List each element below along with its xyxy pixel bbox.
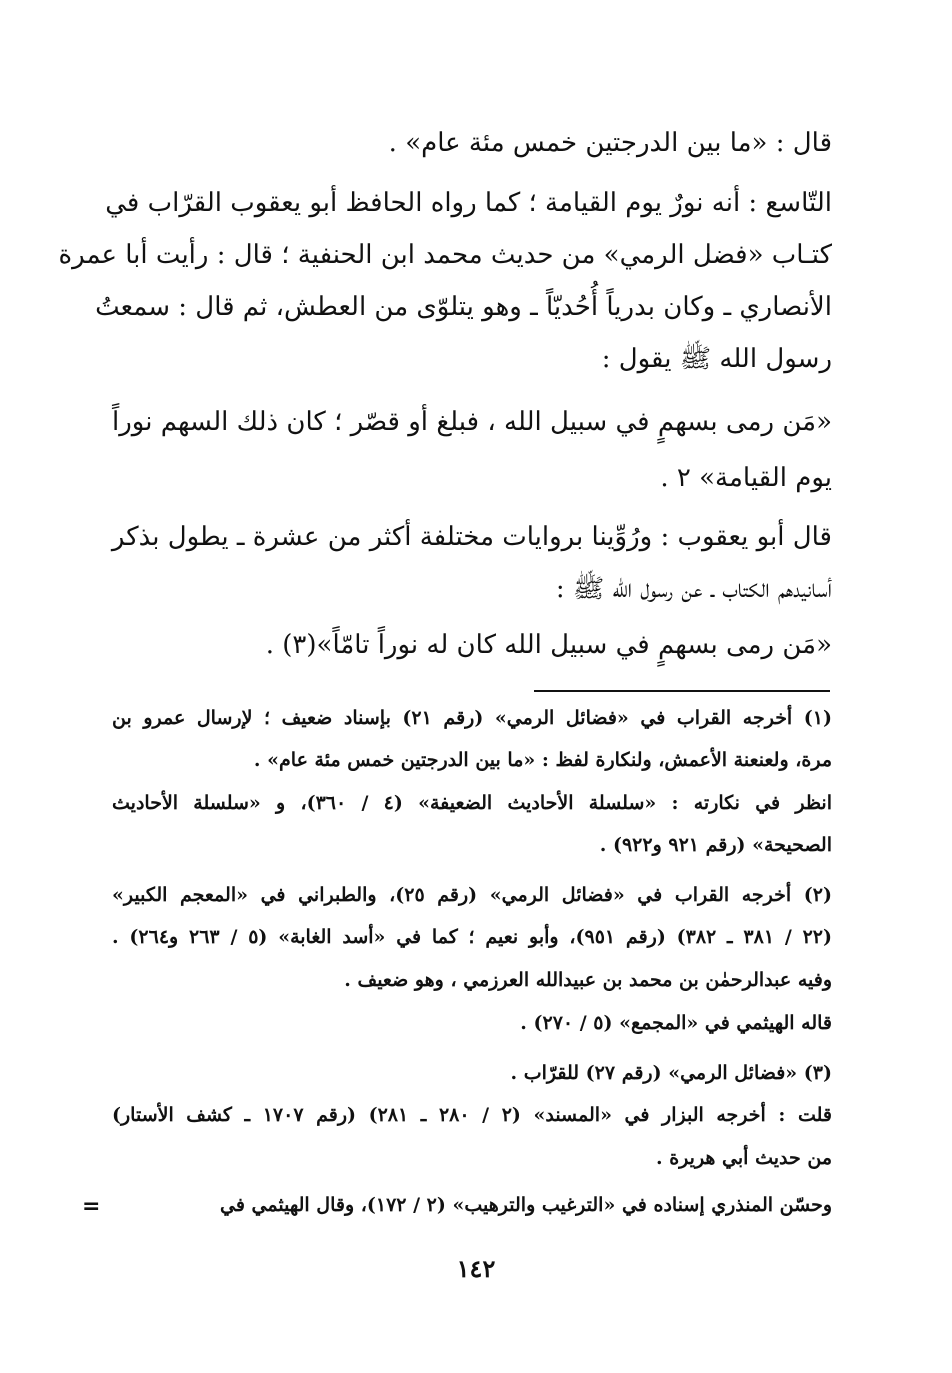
main-text-line: يوم القيامة» ٢ . — [660, 463, 832, 493]
main-text-line: «مَن رمى بسهمٍ في سبيل الله ، فبلغ أو قصّر ؛ كان ذلك السهم نوراً — [112, 407, 832, 437]
main-text-line: كتـاب «فضل الرمي» من حديث محمد ابن الحنفية ؛ قال : رأيت أبا عمرة — [58, 240, 832, 270]
footnote-line: قلت : أخرجه البزار في «المسند» (٢ / ٢٨٠ ـ ٢٨١) (رقم ١٧٠٧ ـ كشف الأستار) — [112, 1104, 832, 1126]
footnote-line: (٣) «فضائل الرمي» (رقم ٢٧) للقرّاب . — [510, 1062, 832, 1084]
footnote-line: مرة، ولعنعنة الأعمش، ولنكارة لفظ : «ما بين الدرجتين خمس مئة عام» . — [253, 749, 832, 771]
footnote-line: (١) أخرجه القراب في «فضائل الرمي» (رقم ٢١) بإسناد ضعيف ؛ لإرسال عمرو بن — [112, 707, 832, 729]
continuation-mark: = — [82, 1194, 101, 1219]
footnote-line: الصحيحة» (رقم ٩٢١ و٩٢٢) . — [599, 834, 832, 856]
main-text-line: أسانيدهم الكتاب ـ عن رسول الله ﷺ : — [555, 574, 832, 604]
footnote-line: وفيه عبدالرحمٰن بن محمد بن عبيدالله العرزمي ، وهو ضعيف . — [344, 969, 832, 991]
main-text-line: «مَن رمى بسهمٍ في سبيل الله كان له نوراً تامّاً»(٣) . — [265, 630, 832, 660]
main-text-line: رسول الله ﷺ يقول : — [601, 344, 832, 374]
footnote-line: قاله الهيثمي في «المجمع» (٥ / ٢٧٠) . — [520, 1012, 832, 1034]
footnote-line: (٢٢ / ٣٨١ ـ ٣٨٢) (رقم ٩٥١)، وأبو نعيم ؛ كما في «أسد الغابة» (٥ / ٢٦٣ و٢٦٤) . — [112, 926, 832, 948]
footnote-line: وحسّن المنذري إسناده في «الترغيب والترهيب» (٢ / ١٧٢)، وقال الهيثمي في — [220, 1194, 832, 1216]
main-text-line: قال أبو يعقوب : ورُوِّينا بروايات مختلفة أكثر من عشرة ـ يطول بذكر — [111, 522, 832, 552]
main-text-line: التّاسع : أنه نورٌ يوم القيامة ؛ كما رواه الحافظ أبو يعقوب القرّاب في — [105, 188, 832, 218]
main-text-line: الأنصاري ـ وكان بدرياً أُحُديّاً ـ وهو يتلوّى من العطش، ثم قال : سمعتُ — [95, 292, 832, 322]
footnote-line: من حديث أبي هريرة . — [655, 1147, 832, 1169]
footnote-line: انظر في نكارته : «سلسلة الأحاديث الضعيفة» (٤ / ٣٦٠)، و «سلسلة الأحاديث — [112, 792, 832, 814]
page-number: ١٤٢ — [456, 1254, 496, 1283]
footnote-separator — [534, 690, 830, 692]
main-text-line: قال : «ما بين الدرجتين خمس مئة عام» . — [388, 128, 832, 158]
footnote-line: (٢) أخرجه القراب في «فضائل الرمي» (رقم ٢٥)، والطبراني في «المعجم الكبير» — [112, 884, 832, 906]
